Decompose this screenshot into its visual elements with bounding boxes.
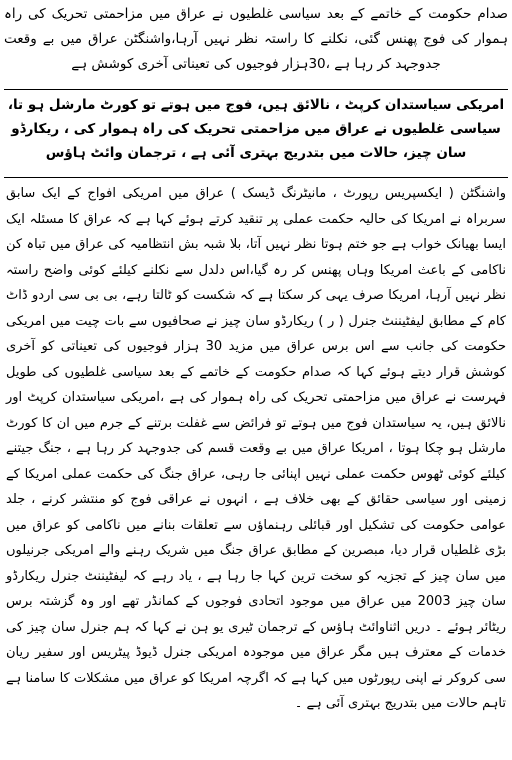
article-headline: امریکی سیاستدان کرپٹ ، نالائق ہیں، فوج میں ہوتے تو کورٹ مارشل ہو تا، سیاسی غلطیوں نے عراق میں مزاحمتی تحریک کی راہ ہموار کی ، ریکارڈو سان چیز، حالات میں بتدریج بہتری آئی ہے ، ترجمان وائٹ ہاؤس [7, 97, 505, 161]
article-body: واشنگٹن ( ایکسپریس رپورٹ ، مانیٹرنگ ڈیسک ) عراق میں امریکی افواج کے ایک سابق سربراہ نے امریکا کی حالیہ حکمت عملی پر تنقید کرتے ہوئے کہا ہے کہ عراق کا مسئلہ ایک ایسا بھیانک خواب ہے جو ختم ہوتا نظر نہیں آتا، بلا شبہ بش انتظامیہ کی عراق میں تباہ کن ناکامی کے باعث امریکا وہاں پھنس کر رہ گیا،اس دلدل سے نکلنے کیلئے کوئی واضح راستہ نظر نہیں آرہا، امریکا صرف یہی کر سکتا ہے کہ شکست کو ٹالتا رہے، بی بی سی اردو ڈاٹ کام کے مطابق لیفٹیننٹ جنرل ( ر ) ریکارڈو سان چیز نے صحافیوں سے بات چیت میں امریکی حکومت کی جانب سے اس برس عراق میں مزید 30 ہزار فوجیوں کی تعیناتی کو آخری کوشش قرار دیتے ہوئے کہا کہ صدام حکومت کے خاتمے کے بعد سیاسی غلطیوں کی طویل فہرست نے عراق میں مزاحمتی تحریک کی راہ ہموار کی ہے ،امریکی سیاستدان کرپٹ اور نالائق ہیں، یہ سیاستدان فوج میں ہوتے تو فرائض سے غفلت برتنے کے جرم میں ان کا کورٹ مارشل ہو چکا ہوتا ، امریکا عراق میں بے وقعت قسم کی جدوجہد کر رہا ہے ، جنگ جیتنے کیلئے کوئی ٹھوس حکمت عملی نہیں اپنائی جا رہی، عراق جنگ کی حکمت عملی امریکا کے زمینی اور سیاسی حقائق کے بھی خلاف ہے ، انہوں نے عراقی فوج کو منتشر کرنے ، جلد عوامی حکومت کی تشکیل اور قبائلی رہنماؤں سے تعلقات بنانے میں ناکامی کو عراق میں بڑی غلطیاں قرار دیا، مبصرین کے مطابق عراق جنگ میں شریک رہنے والے امریکی جرنیلوں میں سان چیز کے تجزیہ کو سخت ترین کہا جا رہا ہے ، یاد رہے کہ لیفٹیننٹ جنرل ریکارڈو سان چیز 2003 میں عراق میں موجود اتحادی فوجوں کے کمانڈر تھے اور وہ گزشتہ برس ریٹائر ہوئے ۔ دریں اثناوائٹ ہاؤس کے ترجمان ٹیری یو ہن نے کہا کہ ہم جنرل سان چیز کی خدمات کے معترف ہیں مگر عراق میں موجودہ امریکی جنرل ڈیوڈ پیٹریس اور سفیر ریان سی کروکر نے اپنی رپورٹوں میں کہا ہے کہ اگرچہ امریکا کو عراق میں مشکلات کا سامنا ہے تاہم حالات میں بتدریج بہتری آئی ہے ۔ [6, 186, 506, 711]
article-intro: صدام حکومت کے خاتمے کے بعد سیاسی غلطیوں نے عراق میں مزاحمتی تحریک کی راہ ہموار کی فوج پھنس گئی، نکلنے کا راستہ نظر نہیں آرہا،واشنگٹن عراق میں بے وقعت جدوجہد کر رہا ہے ،30ہزار فوجیوں کی تعیناتی آخری کوشش ہے [4, 6, 508, 72]
section-divider [4, 177, 508, 178]
section-divider [4, 89, 508, 90]
